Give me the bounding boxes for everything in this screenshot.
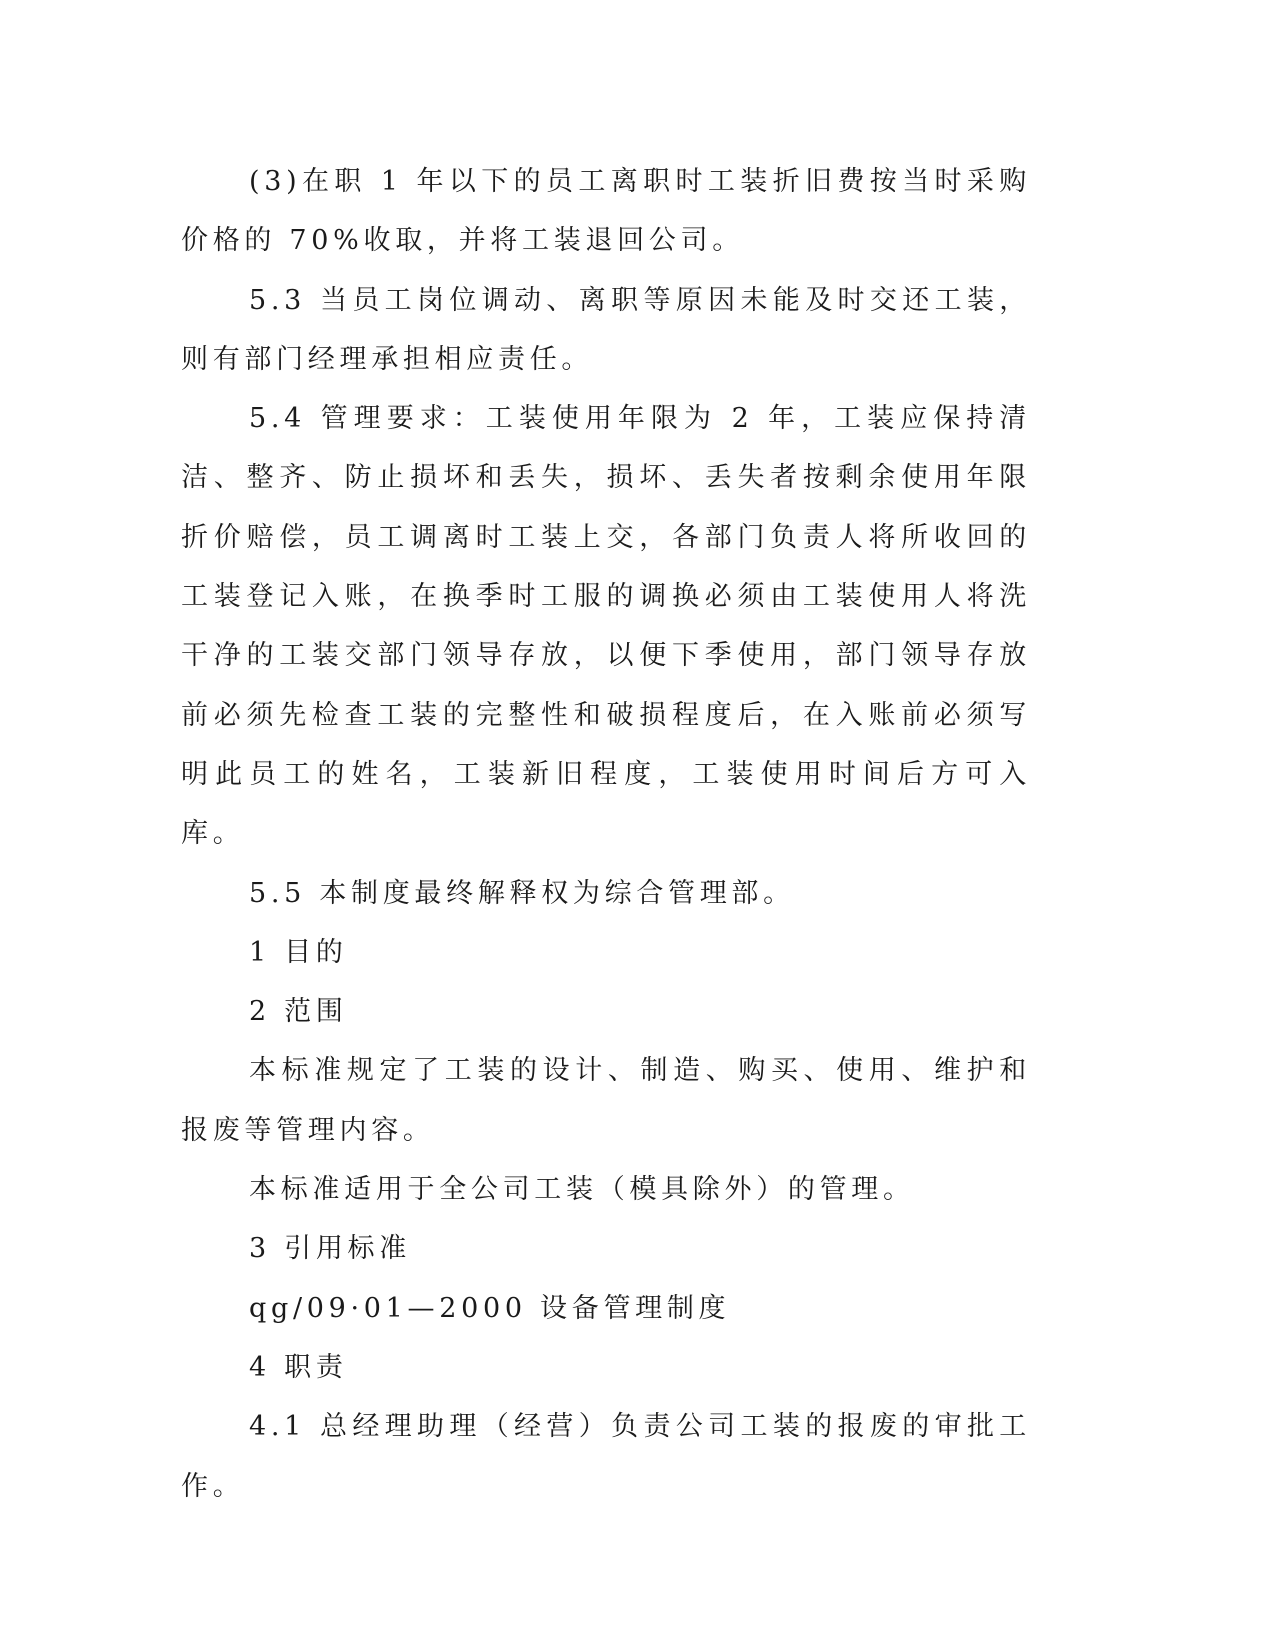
- document-body: [181, 152, 1031, 1516]
- paragraph-4-1: 4.1 总经理助理（经营）负责公司工装的报废的审批工作。: [181, 1411, 1031, 1502]
- heading-responsibilities: 4 职责: [249, 1351, 348, 1383]
- paragraph-scope-content: 本标准规定了工装的设计、制造、购买、使用、维护和报废等管理内容。: [181, 1055, 1031, 1146]
- heading-scope: 2 范围: [249, 996, 348, 1028]
- paragraph-5-4: 5.4 管理要求：工装使用年限为 2 年，工装应保持清洁、整齐、防止损坏和丢失，损坏、丢失者按剩余使用年限折价赔偿，员工调离时工装上交，各部门负责人将所收回的工装登记入账，在换季时工服的调换必须由工装使用人将洗干净的工装交部门领导存放，以便下季使用，部门领导存放前必须先检查工装的完整性和破损程度后，在入账前必须写明此员工的姓名，工装新旧程度，工装使用时间后方可入库。: [181, 403, 1031, 850]
- heading-purpose: 1 目的: [249, 936, 348, 968]
- heading-references: 3 引用标准: [249, 1233, 411, 1265]
- paragraph-depreciation-under-1-year: (3)在职 1 年以下的员工离职时工装折旧费按当时采购价格的 70%收取，并将工装退回公司。: [181, 166, 1031, 257]
- paragraph-5-3: 5.3 当员工岗位调动、离职等原因未能及时交还工装，则有部门经理承担相应责任。: [181, 284, 1031, 375]
- paragraph-scope-applicability: 本标准适用于全公司工装（模具除外）的管理。: [249, 1174, 915, 1206]
- paragraph-reference-standard: qg/09·01—2000 设备管理制度: [249, 1292, 731, 1324]
- paragraph-5-5: 5.5 本制度最终解释权为综合管理部。: [249, 877, 795, 909]
